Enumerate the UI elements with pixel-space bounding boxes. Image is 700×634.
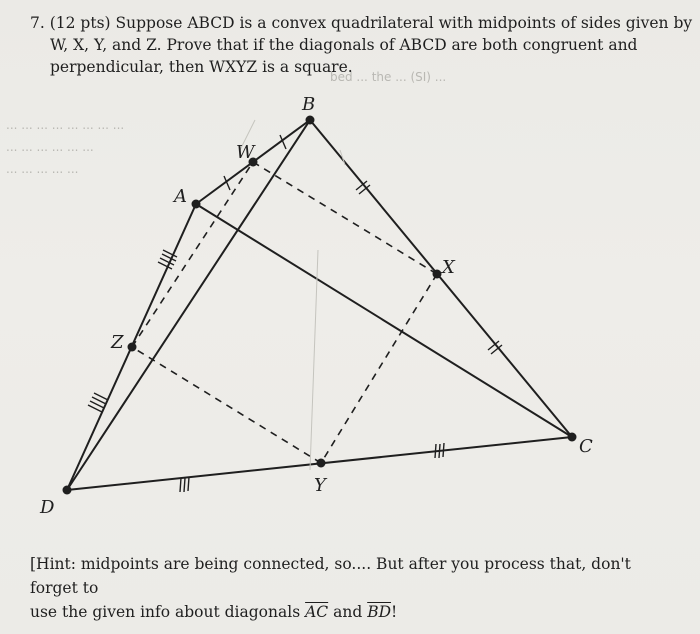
bleed-through-text: ... ... ... ... ... ... ... ... — [6, 118, 125, 132]
hint-text — [30, 552, 670, 624]
problem-line-2: W, X, Y, and Z. Prove that if the diagonals of ABCD are both congruent and — [50, 36, 638, 54]
hint-conjunction: and — [333, 603, 363, 621]
vertex-C — [568, 433, 577, 442]
problem-line-3: perpendicular, then WXYZ is a square. — [50, 58, 353, 76]
problem-text-1: Suppose ABCD is a convex quadrilateral with midpoints of sides given by — [115, 14, 693, 32]
bleed-through-text: ... ... ... ... ... ... — [6, 140, 94, 154]
bleed-through-text: bed ... the ... (SI) ... — [330, 70, 447, 84]
label-Z: Z — [111, 332, 124, 353]
tick-mark — [180, 478, 181, 492]
tick-mark — [443, 443, 444, 457]
segment-YZ — [132, 347, 321, 463]
segment-XY — [321, 274, 437, 463]
midpoint-Y — [317, 459, 326, 468]
tick-mark — [184, 478, 185, 492]
midpoint-Z — [128, 343, 137, 352]
tick-mark — [439, 444, 440, 458]
label-C: C — [579, 436, 593, 457]
pencil-line — [310, 250, 318, 470]
midpoint-X — [433, 270, 442, 279]
tick-mark — [435, 444, 436, 458]
label-D: D — [40, 497, 55, 518]
label-A: A — [174, 186, 187, 207]
hint-line-1: [Hint: midpoints are being connected, so.... But after you process that, don't forget to — [30, 555, 631, 597]
diagonal-BD-label: $\overline{BD}$ — [367, 603, 392, 621]
vertex-A — [192, 200, 201, 209]
vertex-B — [306, 116, 315, 125]
label-B: B — [302, 94, 316, 115]
label-Y: Y — [314, 475, 326, 496]
label-W: W — [236, 142, 255, 163]
bleed-through-text: ... ... ... ... ... — [6, 162, 79, 176]
tick-mark — [188, 477, 189, 491]
hint-suffix: ! — [391, 603, 398, 621]
diagonal-AC — [196, 204, 572, 437]
problem-points: (12 pts) — [49, 14, 111, 32]
vertex-D — [63, 486, 72, 495]
side-BC — [310, 120, 572, 437]
problem-number: 7. — [30, 14, 45, 32]
diagonal-AC-label: $\overline{AC}$ — [305, 603, 329, 621]
hint-line-2-prefix: use the given info about diagonals — [30, 603, 301, 621]
segment-ZW — [132, 162, 253, 347]
label-X: X — [442, 257, 455, 278]
